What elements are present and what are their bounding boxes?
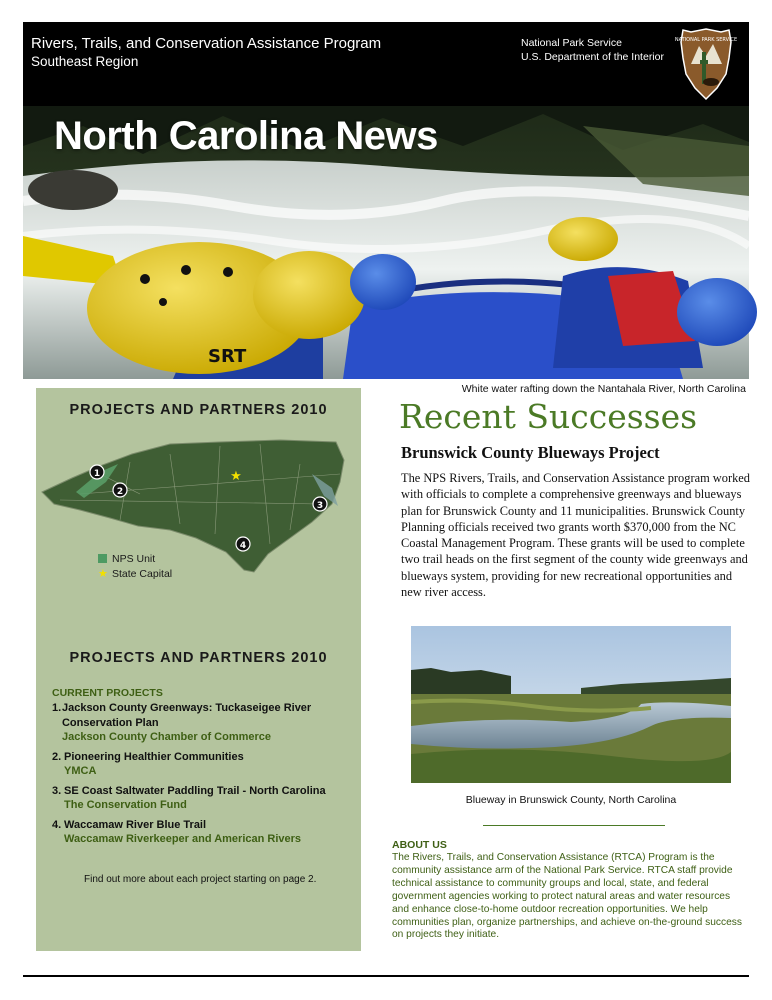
department-name: U.S. Department of the Interior [521,51,664,63]
project-item [52,784,352,813]
logo-text: NATIONAL PARK SERVICE [674,37,738,43]
project-name: Waccamaw River Blue Trail [64,818,207,831]
legend-nps-unit-label: NPS Unit [112,552,156,565]
project-number: 2. [52,750,62,763]
about-heading: ABOUT US [392,839,447,851]
project-item [52,701,352,745]
marker-3-label: 3 [316,501,324,511]
about-body: The Rivers, Trails, and Conservation Assistance (RTCA) Program is the community assistance arm of the National Park Service. RTCA staff provide technical assistance to community groups and local, state, and federal government agencies working to protect natural areas and water resources and enhance close-to-home outdoor recreation opportunities. We help communities plan, organize partnerships, and achieve on-the-ground success on projects they initiate. [392,852,742,941]
legend-state-capital-label: State Capital [112,567,173,580]
blueway-caption: Blueway in Brunswick County, North Carolina [465,794,677,806]
project-item [52,818,352,847]
project-partner: YMCA [64,765,97,777]
star-icon: ★ [98,567,108,580]
project-partner: Jackson County Chamber of Commerce [61,731,272,743]
project-list [52,701,352,852]
footer-rule [23,975,749,977]
project-name: SE Coast Saltwater Paddling Trail - North Carolina [64,784,326,797]
project-name: Jackson County Greenways: Tuckaseigee River Conservation Plan [61,702,312,729]
marker-1-label: 1 [93,469,101,479]
helmet-label: SRT [208,346,247,367]
north-carolina-map [40,434,352,584]
blueway-photo [411,626,731,783]
article-body: The NPS Rivers, Trails, and Conservation Assistance program worked with officials to complete a comprehensive greenways and blueways plan for Brunswick County and 11 municipalities. Brunswick County Planning officials received two grants worth $370,000 from the NC Coastal Management Program. These grants will be used to complete two trail heads on the first segment of the county wide greenways and blueways system, providing for new recreational opportunities and new river access. [401,471,750,600]
marsh-illustration [411,626,731,783]
section-divider [483,825,665,826]
agency-block [521,36,664,64]
hero-caption: White water rafting down the Nantahala River, North Carolina [461,383,746,395]
agency-name: National Park Service [521,37,622,49]
project-number: 4. [52,818,62,831]
article-title: Brunswick County Blueways Project [401,443,660,462]
hero-photo [23,106,749,379]
marker-2-label: 2 [116,487,124,497]
project-name: Pioneering Healthier Communities [64,750,244,763]
newsletter-title: North Carolina News [54,114,438,158]
state-capital-star-icon: ★ [230,469,242,484]
legend-state-capital [98,566,172,581]
project-number: 3. [52,784,62,797]
projects-heading: PROJECTS AND PARTNERS 2010 [69,650,328,666]
marker-4-label: 4 [239,541,247,551]
map-legend [98,551,172,581]
nps-unit-swatch-icon [98,554,107,563]
current-projects-label: CURRENT PROJECTS [52,687,163,699]
nps-arrowhead-logo [674,28,738,100]
project-item [52,750,352,779]
project-partner: The Conservation Fund [64,799,187,811]
masthead [23,22,749,106]
program-region: Southeast Region [31,54,139,69]
section-title: Recent Successes [399,397,698,436]
program-title: Rivers, Trails, and Conservation Assistance Program [31,35,382,52]
projects-sidebar [36,388,361,951]
find-more-note: Find out more about each project starting on page 2. [84,874,317,885]
sidebar-heading: PROJECTS AND PARTNERS 2010 [69,402,328,418]
project-partner: Waccamaw Riverkeeper and American Rivers [64,833,302,845]
project-number: 1. [52,702,62,714]
legend-nps-unit [98,551,172,566]
